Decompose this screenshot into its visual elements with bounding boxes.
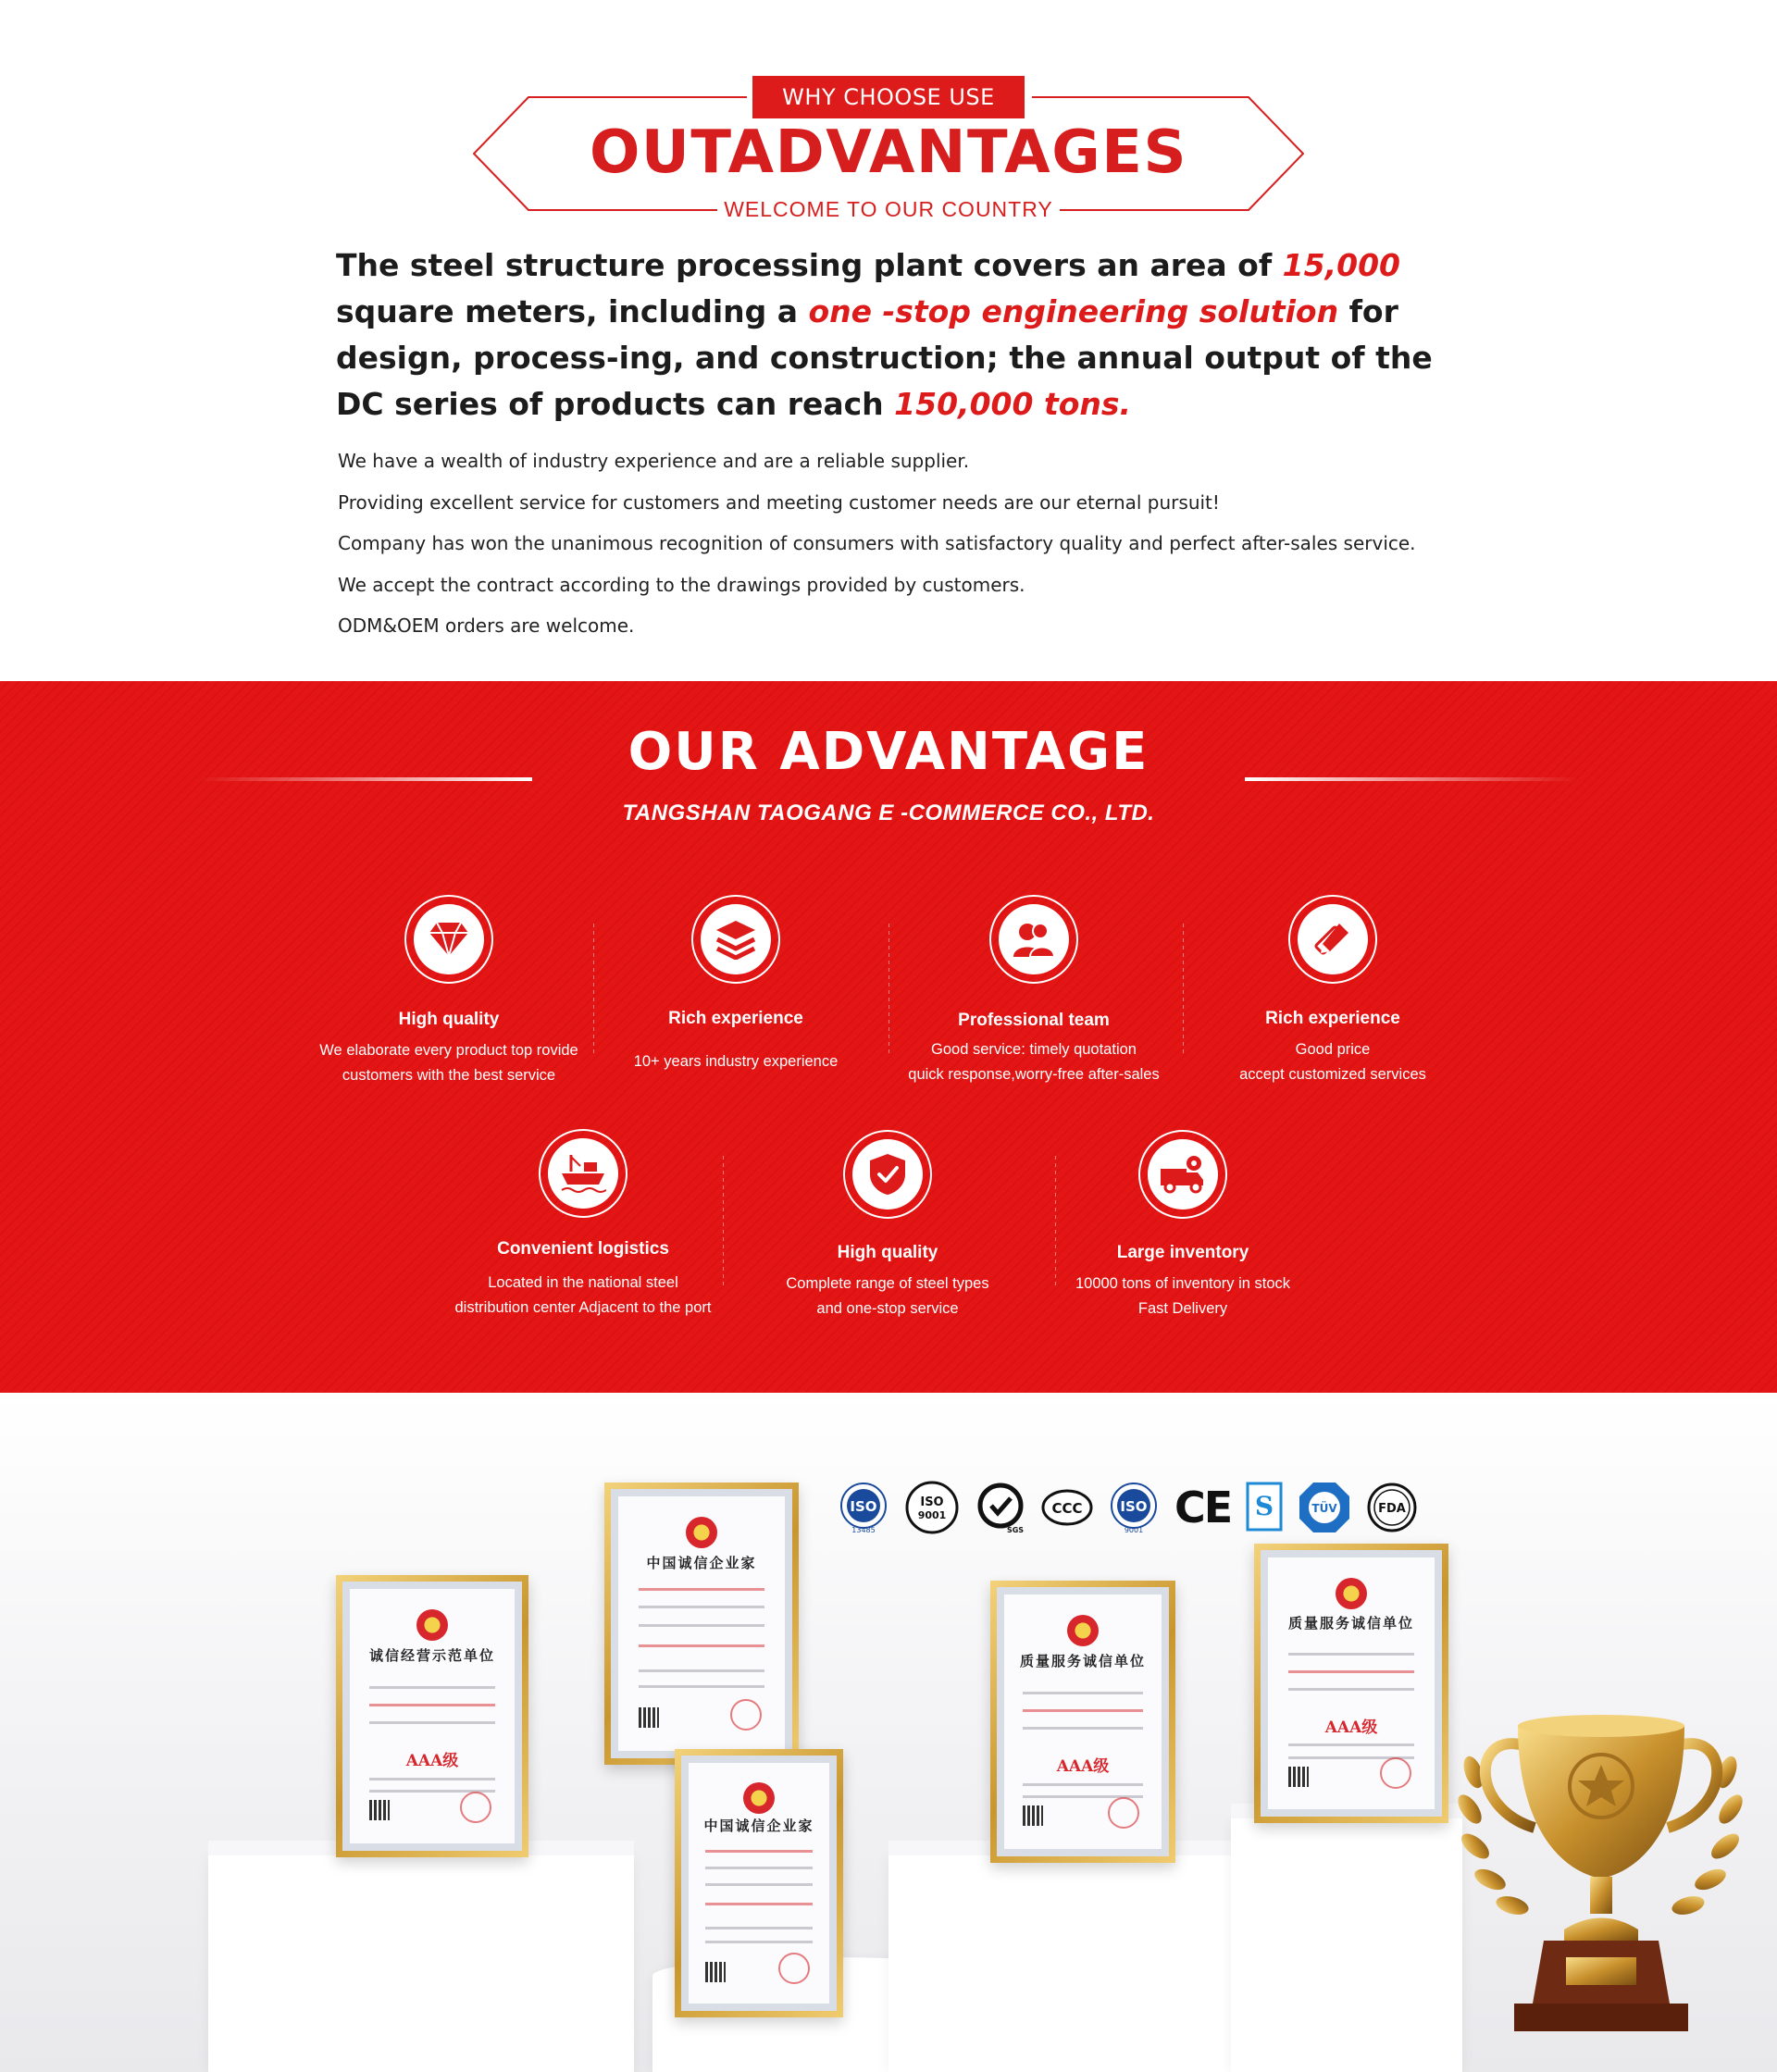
- feature-desc-1: 10+ years industry experience: [633, 1053, 839, 1070]
- iso-label: ISO: [1120, 1498, 1148, 1515]
- feature-title: Large inventory: [1116, 1243, 1249, 1262]
- list-item: Company has won the unanimous recognition of consumers with satisfactory quality and perfect after-sales service.: [338, 532, 1416, 554]
- feature-icon-circle: [404, 895, 493, 984]
- benefit-list: [338, 440, 1541, 647]
- certificate-title: 中国诚信企业家: [703, 1818, 814, 1835]
- feature-desc-1: 10000 tons of inventory in stock: [1075, 1275, 1291, 1292]
- feature-card: [886, 895, 1182, 1083]
- feature-card: [1044, 1130, 1322, 1315]
- delivery-truck-icon: [1159, 1154, 1207, 1195]
- feature-icon-circle: [989, 895, 1078, 984]
- list-item: We accept the contract according to the drawings provided by customers.: [338, 573, 1025, 596]
- feature-title: High quality: [837, 1243, 938, 1262]
- feature-icon-circle: [691, 895, 780, 984]
- fda-label: FDA: [1378, 1502, 1407, 1516]
- iso-label: ISO: [920, 1495, 944, 1509]
- certificate-title: 质量服务诚信单位: [1019, 1652, 1146, 1669]
- certificate-frame: [604, 1483, 799, 1765]
- team-icon: [1012, 920, 1056, 959]
- section-title: OUTADVANTAGES: [589, 118, 1188, 187]
- feature-divider: [593, 924, 594, 1053]
- sgs-icon: [975, 1482, 1026, 1533]
- advantage-title: OUR ADVANTAGE: [628, 722, 1149, 782]
- feature-desc-2: Fast Delivery: [1137, 1300, 1228, 1317]
- display-pedestal: [208, 1855, 634, 2072]
- tuv-sud-icon: [1298, 1481, 1351, 1534]
- why-choose-us-section: [0, 0, 1777, 681]
- display-pedestal: [1231, 1818, 1462, 2072]
- feature-divider: [1183, 924, 1184, 1053]
- company-name: TANGSHAN TAOGANG E -COMMERCE CO., LTD.: [622, 800, 1155, 825]
- feature-desc-2: and one-stop service: [816, 1300, 959, 1317]
- list-item: ODM&OEM orders are welcome.: [338, 614, 635, 637]
- feature-desc-1: Located in the national steel: [488, 1274, 678, 1291]
- tuv-label: TÜV: [1311, 1502, 1337, 1515]
- certificate-grade: AAA级: [405, 1751, 459, 1770]
- iso-sub: 13485: [851, 1526, 876, 1533]
- section-subtitle: [0, 197, 1777, 222]
- feature-card: [749, 1130, 1026, 1315]
- feature-desc-1: Complete range of steel types: [786, 1275, 989, 1292]
- feature-title: Rich experience: [668, 1009, 803, 1028]
- layers-icon: [715, 919, 757, 960]
- feature-card: [1194, 895, 1472, 1083]
- iso-sub: 9001: [1124, 1526, 1144, 1533]
- iso-13485-icon: [838, 1482, 889, 1533]
- shield-check-icon: [868, 1152, 907, 1197]
- intro-text-1: The steel structure processing plant covers an area of: [336, 247, 1283, 283]
- intro-text-3: for design, process-ing, and construction; the annual output of the DC series of products can reach: [336, 293, 1433, 422]
- feature-card: [597, 895, 875, 1080]
- certificate-frame: [336, 1575, 528, 1857]
- iso-9001-sgs-icon: [904, 1480, 960, 1535]
- iso-9001-icon: [1108, 1482, 1160, 1533]
- certificate-frame: [675, 1749, 843, 2017]
- feature-icon-circle: [843, 1130, 932, 1219]
- intro-highlight-output: 150,000 tons.: [894, 386, 1132, 422]
- feature-desc-1: Good price: [1295, 1041, 1371, 1058]
- section-tag: WHY CHOOSE USE: [752, 76, 1025, 118]
- list-item: We have a wealth of industry experience and are a reliable supplier.: [338, 450, 970, 472]
- certificate-frame: [1254, 1544, 1448, 1823]
- intro-highlight-area: 15,000: [1282, 247, 1401, 283]
- certification-logos: [838, 1477, 1433, 1538]
- diamond-icon: [428, 921, 470, 958]
- feature-desc-1: Good service: timely quotation: [931, 1041, 1137, 1058]
- list-item: Providing excellent service for customers and meeting customer needs are our eternal pursuit!: [338, 490, 1220, 514]
- feature-desc-1: We elaborate every product top rovide: [319, 1042, 578, 1059]
- feature-card: [435, 1129, 731, 1314]
- feature-title: Professional team: [958, 1011, 1110, 1030]
- welcome-text: WELCOME TO OUR COUNTRY: [718, 197, 1059, 221]
- feature-icon-circle: [1138, 1130, 1227, 1219]
- feature-divider: [723, 1156, 724, 1285]
- feature-desc-2: customers with the best service: [342, 1067, 556, 1084]
- feature-desc-2: quick response,worry-free after-sales: [908, 1066, 1160, 1083]
- certificate-title: 质量服务诚信单位: [1287, 1614, 1414, 1632]
- certificate-title: 诚信经营示范单位: [368, 1646, 495, 1664]
- feature-title: High quality: [398, 1010, 500, 1029]
- feature-icon-circle: [539, 1129, 628, 1218]
- certificate-frame: [990, 1581, 1175, 1863]
- iso-sub: 9001: [917, 1509, 947, 1521]
- certificate-title: 中国诚信企业家: [646, 1554, 757, 1571]
- iso-label: ISO: [850, 1498, 877, 1515]
- feature-icon-circle: [1288, 895, 1377, 984]
- feature-title: Convenient logistics: [497, 1239, 669, 1259]
- feature-card: [296, 895, 602, 1084]
- certificate-grade: AAA级: [1056, 1756, 1110, 1776]
- certificate-grade: AAA级: [1324, 1718, 1378, 1737]
- s-label: S: [1255, 1491, 1274, 1521]
- feature-desc-2: distribution center Adjacent to the port: [454, 1299, 712, 1316]
- gold-trophy-icon: [1453, 1698, 1749, 2072]
- ce-icon: CE: [1174, 1483, 1232, 1532]
- ship-icon: [560, 1153, 606, 1194]
- ccc-label: CCC: [1051, 1500, 1083, 1517]
- intro-text-2: square meters, including a: [336, 293, 809, 329]
- feature-desc-2: accept customized services: [1239, 1066, 1426, 1083]
- quality-s-icon: [1246, 1482, 1283, 1533]
- pencil-ruler-icon: [1311, 918, 1354, 961]
- sgs-label: SGS: [1006, 1526, 1025, 1533]
- intro-highlight-solution: one -stop engineering solution: [808, 293, 1339, 329]
- certificates-section: [0, 1393, 1777, 2072]
- our-advantage-section: [0, 681, 1777, 1393]
- intro-paragraph: [336, 242, 1474, 428]
- fda-icon: [1366, 1482, 1418, 1533]
- ccc-icon: [1041, 1487, 1093, 1528]
- feature-title: Rich experience: [1265, 1009, 1400, 1028]
